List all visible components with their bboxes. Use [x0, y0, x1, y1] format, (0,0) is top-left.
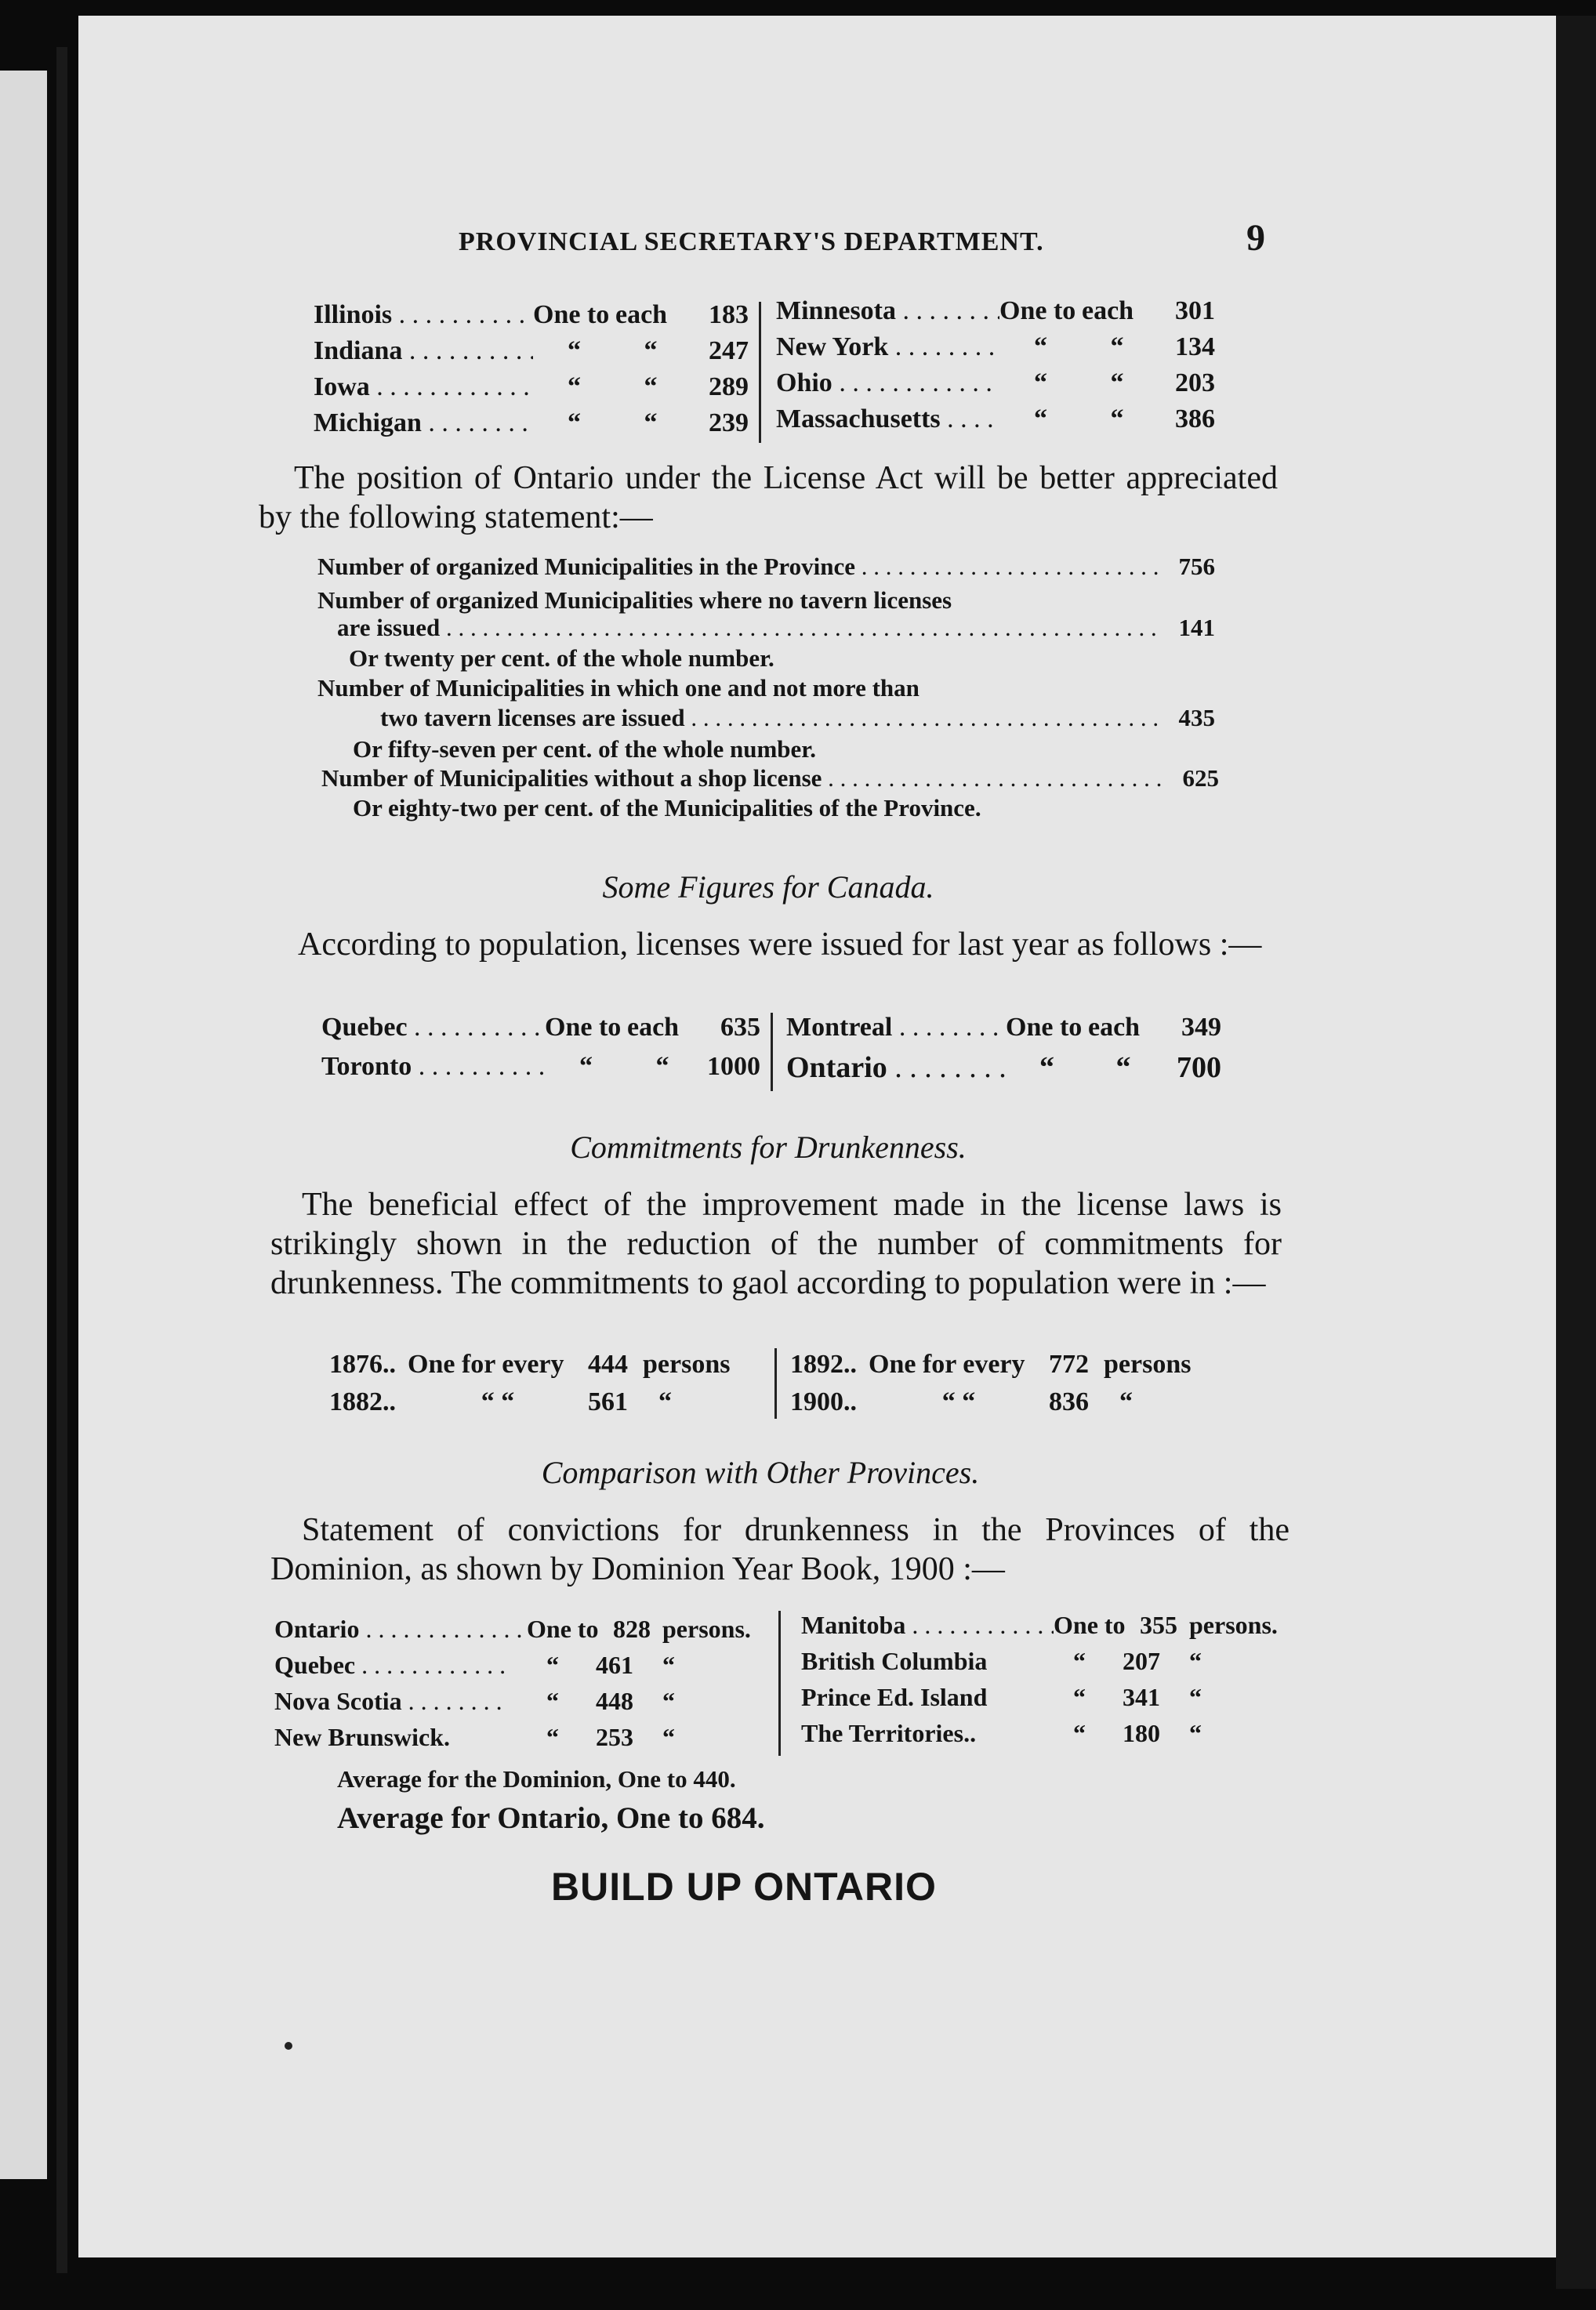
- ink-speck: [285, 2042, 292, 2050]
- province-row: New Brunswick. “ 253 “: [274, 1723, 675, 1751]
- column-divider: [778, 1611, 781, 1756]
- commitment-row: 1892.. One for every 772 persons: [790, 1350, 1192, 1379]
- commitment-row: 1882.. “ “ 561 “: [329, 1387, 672, 1416]
- statement-note: Or fifty-seven per cent. of the whole number.: [353, 735, 816, 763]
- running-head: PROVINCIAL SECRETARY'S DEPARTMENT.: [459, 227, 1044, 256]
- state-row: Minnesota . . . One to each 301: [776, 296, 1215, 326]
- state-row: Massachusetts . . . “ “ 386: [776, 404, 1215, 434]
- intro-paragraph: The position of Ontario under the License Act will be better appreciated by the following statement:—: [259, 460, 1278, 535]
- city-row: Quebec . . . One to each 635: [321, 1013, 760, 1043]
- statement-line: Number of Municipalities in which one and not more than: [317, 674, 920, 702]
- state-row: Ohio . . . “ “ 203: [776, 368, 1215, 398]
- column-divider: [774, 1348, 777, 1419]
- statement-note: Or twenty per cent. of the whole number.: [349, 644, 774, 672]
- state-row: Michigan . . . “ “ 239: [314, 408, 749, 438]
- column-divider: [771, 1013, 773, 1091]
- binding-edge: [56, 47, 67, 2273]
- commitments-paragraph: The beneficial effect of the improvement made in the license laws is strikingly shown in the reduction of the number of commitments for drunkenness. The commitments to gaol according to population were in :—: [270, 1187, 1282, 1301]
- commitment-row: 1876.. One for every 444 persons: [329, 1350, 731, 1379]
- statement-line: Number of Municipalities without a shop license . . . 625: [321, 764, 1219, 792]
- statement-line: Number of organized Municipalities where no tavern licenses: [317, 586, 952, 614]
- footer-slogan: BUILD UP ONTARIO: [551, 1865, 937, 1909]
- column-divider: [759, 302, 761, 443]
- province-row: The Territories.. “ 180 “: [801, 1719, 1202, 1747]
- average-dominion: Average for the Dominion, One to 440.: [337, 1765, 736, 1793]
- city-row: Toronto . . . “ “ 1000: [321, 1052, 760, 1082]
- province-row: British Columbia “ 207 “: [801, 1647, 1202, 1675]
- statement-note: Or eighty-two per cent. of the Municipalities of the Province.: [353, 794, 981, 821]
- province-row: Ontario . . . One to 828 persons.: [274, 1615, 768, 1644]
- section-heading: Comparison with Other Provinces.: [541, 1455, 980, 1490]
- section-heading: Some Figures for Canada.: [602, 869, 934, 905]
- commitment-row: 1900.. “ “ 836 “: [790, 1387, 1133, 1416]
- state-row: New York . . . “ “ 134: [776, 332, 1215, 362]
- city-row-ontario: Ontario . . . “ “ 700: [786, 1050, 1221, 1085]
- statement-line: two tavern licenses are issued . . . 435: [380, 704, 1215, 732]
- page-number: 9: [1246, 217, 1265, 259]
- state-row: Illinois . . . One to each 183: [314, 300, 749, 330]
- canada-paragraph: According to population, licenses were issued for last year as follows :—: [298, 927, 1262, 963]
- state-row: Indiana . . . “ “ 247: [314, 336, 749, 366]
- state-row: Iowa . . . “ “ 289: [314, 372, 749, 402]
- scan-shadow: [1556, 16, 1596, 2289]
- province-row: Nova Scotia . . . “ 448 “: [274, 1687, 768, 1716]
- average-ontario: Average for Ontario, One to 684.: [337, 1801, 765, 1835]
- section-heading: Commitments for Drunkenness.: [570, 1130, 967, 1165]
- statement-line: Number of organized Municipalities in the Province . . . 756: [317, 553, 1215, 581]
- province-row: Manitoba . . . One to 355 persons.: [801, 1611, 1291, 1640]
- province-row: Quebec . . . “ 461 “: [274, 1651, 768, 1680]
- city-row: Montreal . . . One to each 349: [786, 1013, 1221, 1043]
- adjacent-page-edge: [0, 71, 47, 2179]
- statement-line: are issued . . . 141: [337, 614, 1215, 642]
- provinces-paragraph: Statement of convictions for drunkenness in the Provinces of the Dominion, as shown by Dominion Year Book, 1900 :—: [270, 1512, 1289, 1587]
- province-row: Prince Ed. Island “ 341 “: [801, 1683, 1202, 1711]
